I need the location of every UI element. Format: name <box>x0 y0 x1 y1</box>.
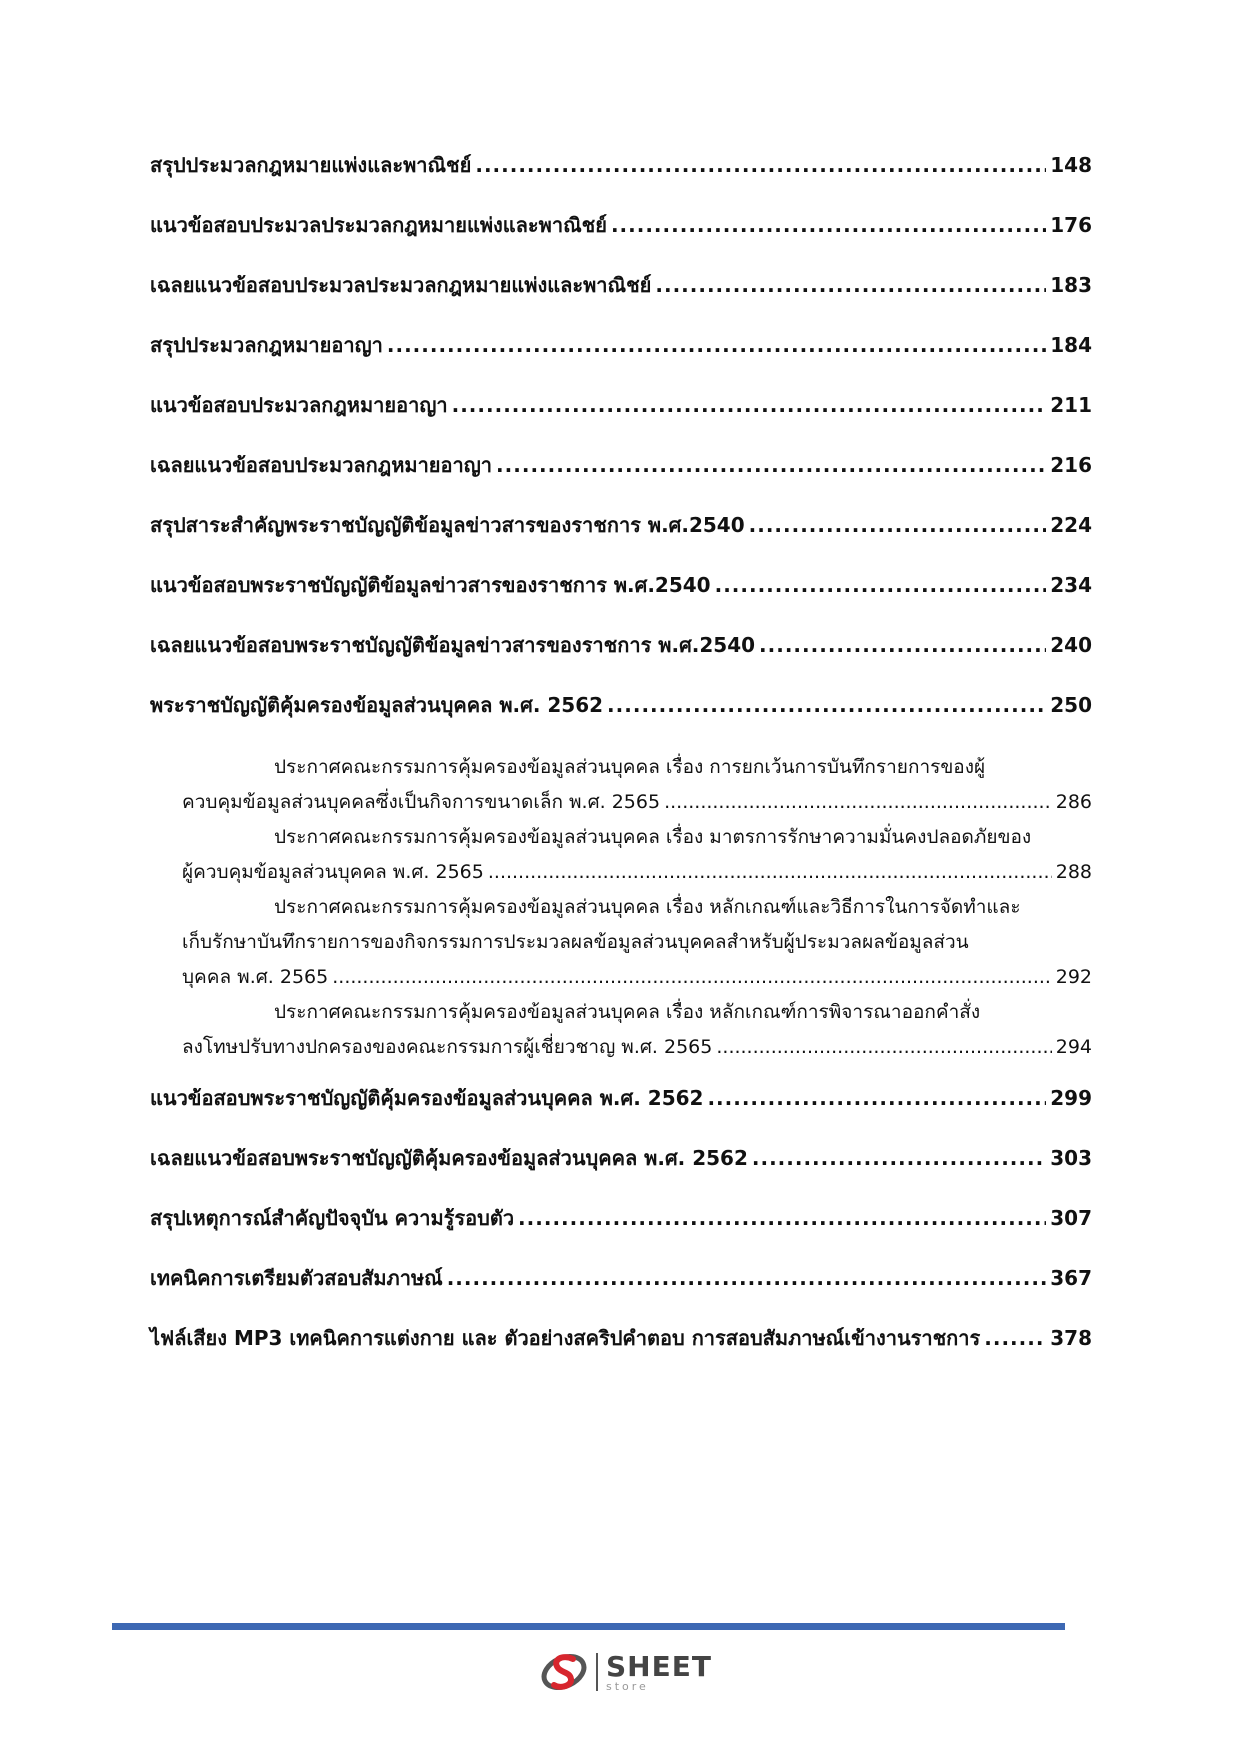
sub-line: ประกาศคณะกรรมการคุ้มครองข้อมูลส่วนบุคคล เรื่อง การยกเว้นการบันทึกรายการของผู้ <box>274 756 986 778</box>
dot-leader <box>611 210 1046 240</box>
dot-leader <box>518 1203 1046 1233</box>
sub-last-line <box>182 855 1092 890</box>
toc-page: 216 <box>1050 453 1092 477</box>
sub-line: ประกาศคณะกรรมการคุ้มครองข้อมูลส่วนบุคคล เรื่อง มาตรการรักษาความมั่นคงปลอดภัยของ <box>274 826 1032 848</box>
toc-title: เทคนิคการเตรียมตัวสอบสัมภาษณ์ <box>150 1266 443 1290</box>
toc-page: 292 <box>1055 966 1092 988</box>
dot-leader <box>984 1323 1046 1353</box>
toc-entry[interactable] <box>150 1083 1092 1113</box>
dot-leader <box>749 510 1047 540</box>
toc-title: สรุปเหตุการณ์สำคัญปัจจุบัน ความรู้รอบตัว <box>150 1206 515 1230</box>
dot-leader <box>488 855 1052 890</box>
sub-title-end: ควบคุมข้อมูลส่วนบุคคลซึ่งเป็นกิจการขนาดเล็ก พ.ศ. 2565 <box>182 791 661 813</box>
toc-sub-entry[interactable] <box>150 750 1092 820</box>
toc-title: เฉลยแนวข้อสอบประมวลประมวลกฎหมายแพ่งและพาณิชย์ <box>150 273 652 297</box>
logo-brand: SHEET <box>606 1649 712 1683</box>
dot-leader <box>387 330 1046 360</box>
sub-line: ประกาศคณะกรรมการคุ้มครองข้อมูลส่วนบุคคล เรื่อง หลักเกณฑ์การพิจารณาออกคำสั่ง <box>274 1001 981 1023</box>
toc-page: 288 <box>1055 861 1092 883</box>
dot-leader <box>752 1143 1046 1173</box>
toc-entry[interactable] <box>150 150 1092 180</box>
dot-leader <box>452 390 1047 420</box>
toc-entry[interactable] <box>150 1323 1092 1353</box>
toc-sub-entry[interactable] <box>150 995 1092 1065</box>
toc-title: สรุปสาระสำคัญพระราชบัญญัติข้อมูลข่าวสารของราชการ พ.ศ.2540 <box>150 513 745 537</box>
toc-page: 148 <box>1050 153 1092 177</box>
toc-page: 240 <box>1050 633 1092 657</box>
dot-leader <box>715 570 1047 600</box>
toc-entry[interactable] <box>150 510 1092 540</box>
toc-page: 250 <box>1050 693 1092 717</box>
footer-rule <box>112 1623 1065 1630</box>
toc-title: เฉลยแนวข้อสอบพระราชบัญญัติข้อมูลข่าวสารของราชการ พ.ศ.2540 <box>150 633 756 657</box>
dot-leader <box>759 630 1046 660</box>
sub-last-line <box>182 960 1092 995</box>
dot-leader <box>447 1263 1047 1293</box>
toc-title: แนวข้อสอบพระราชบัญญัติข้อมูลข่าวสารของราชการ พ.ศ.2540 <box>150 573 711 597</box>
sub-title-end: บุคคล พ.ศ. 2565 <box>182 966 329 988</box>
toc-entry[interactable] <box>150 450 1092 480</box>
toc-page: 367 <box>1050 1266 1092 1290</box>
sub-last-line <box>182 785 1092 820</box>
sheet-store-logo <box>540 1648 712 1696</box>
dot-leader <box>655 270 1046 300</box>
toc-title: ไฟล์เสียง MP3 เทคนิคการแต่งกาย และ ตัวอย่างสคริปคำตอบ การสอบสัมภาษณ์เข้างานราชการ <box>150 1326 981 1350</box>
sub-last-line <box>182 1030 1092 1065</box>
toc-page: 183 <box>1050 273 1092 297</box>
toc-title: เฉลยแนวข้อสอบประมวลกฎหมายอาญา <box>150 453 493 477</box>
toc-entry[interactable] <box>150 210 1092 240</box>
toc-entry[interactable] <box>150 630 1092 660</box>
toc-page: 234 <box>1050 573 1092 597</box>
toc-page: 294 <box>1055 1036 1092 1058</box>
logo-sub: store <box>606 1679 649 1693</box>
toc-sub-entry[interactable] <box>150 820 1092 890</box>
toc-title: เฉลยแนวข้อสอบพระราชบัญญัติคุ้มครองข้อมูลส่วนบุคคล พ.ศ. 2562 <box>150 1146 748 1170</box>
toc-entry[interactable] <box>150 1203 1092 1233</box>
dot-leader <box>664 785 1052 820</box>
dot-leader <box>716 1030 1051 1065</box>
toc-title: สรุปประมวลกฎหมายอาญา <box>150 333 383 357</box>
toc-title: แนวข้อสอบประมวลประมวลกฎหมายแพ่งและพาณิชย์ <box>150 213 607 237</box>
toc-page: 224 <box>1050 513 1092 537</box>
toc-entry[interactable] <box>150 570 1092 600</box>
toc-entry[interactable] <box>150 690 1092 720</box>
toc-page: 307 <box>1050 1206 1092 1230</box>
toc-title: แนวข้อสอบประมวลกฎหมายอาญา <box>150 393 448 417</box>
toc-page: 303 <box>1050 1146 1092 1170</box>
dot-leader <box>607 690 1046 720</box>
sub-title-end: ลงโทษปรับทางปกครองของคณะกรรมการผู้เชี่ยวชาญ พ.ศ. 2565 <box>182 1036 713 1058</box>
toc-page: 176 <box>1050 213 1092 237</box>
logo-s-icon <box>540 1648 588 1696</box>
toc-entry[interactable] <box>150 1143 1092 1173</box>
toc-title: สรุปประมวลกฎหมายแพ่งและพาณิชย์ <box>150 153 472 177</box>
toc-title: แนวข้อสอบพระราชบัญญัติคุ้มครองข้อมูลส่วนบุคคล พ.ศ. 2562 <box>150 1086 704 1110</box>
logo-separator <box>596 1653 598 1691</box>
toc-page: 378 <box>1050 1326 1092 1350</box>
table-of-contents <box>150 150 1092 1383</box>
dot-leader <box>475 150 1046 180</box>
sub-line: ประกาศคณะกรรมการคุ้มครองข้อมูลส่วนบุคคล เรื่อง หลักเกณฑ์และวิธีการในการจัดทำและ <box>274 896 1021 918</box>
dot-leader <box>707 1083 1046 1113</box>
toc-page: 184 <box>1050 333 1092 357</box>
sub-title-end: ผู้ควบคุมข้อมูลส่วนบุคคล พ.ศ. 2565 <box>182 861 484 883</box>
toc-entry[interactable] <box>150 390 1092 420</box>
toc-sub-entry[interactable] <box>150 890 1092 995</box>
toc-title: พระราชบัญญัติคุ้มครองข้อมูลส่วนบุคคล พ.ศ. 2562 <box>150 693 604 717</box>
toc-page: 286 <box>1055 791 1092 813</box>
toc-page: 211 <box>1050 393 1092 417</box>
logo-wordmark <box>606 1649 712 1693</box>
dot-leader <box>496 450 1046 480</box>
toc-entry[interactable] <box>150 1263 1092 1293</box>
sub-line: เก็บรักษาบันทึกรายการของกิจกรรมการประมวลผลข้อมูลส่วนบุคคลสำหรับผู้ประมวลผลข้อมูลส่วน <box>182 931 969 953</box>
toc-page: 299 <box>1050 1086 1092 1110</box>
dot-leader <box>332 960 1052 995</box>
toc-entry[interactable] <box>150 270 1092 300</box>
toc-entry[interactable] <box>150 330 1092 360</box>
